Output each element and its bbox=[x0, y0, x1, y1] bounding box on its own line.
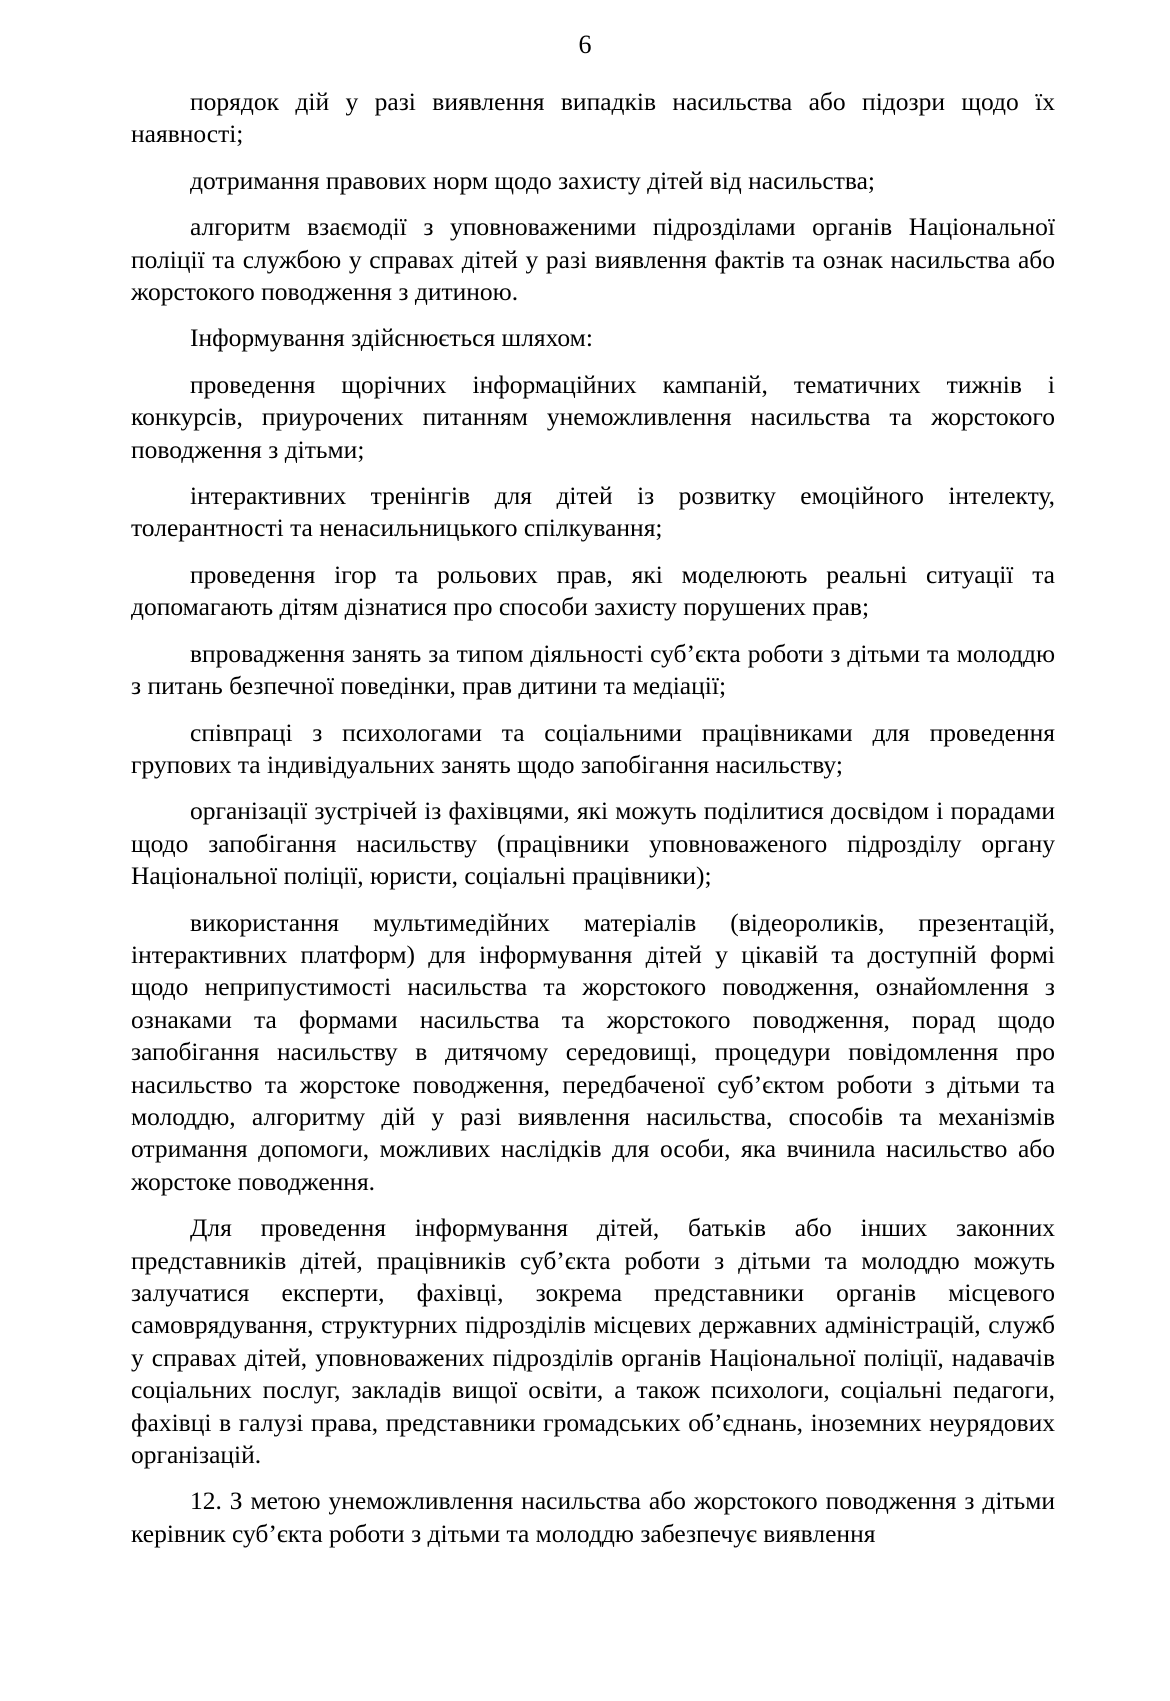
paragraph-trainings: інтерактивних тренінгів для дітей із розвитку емоційного інтелекту, толерантності та ненасильницького спілкування; bbox=[131, 481, 1055, 543]
paragraph-procedure: порядок дій у разі виявлення випадків насильства або підозри щодо їх наявності; bbox=[131, 87, 1055, 149]
document-body bbox=[131, 86, 1055, 1564]
paragraph-classes: впровадження занять за типом діяльності суб’єкта роботи з дітьми та молоддю з питань безпечної поведінки, прав дитини та медіації; bbox=[131, 638, 1055, 701]
paragraph-informing-intro: Інформування здійснюється шляхом: bbox=[190, 323, 593, 353]
paragraph-involved-experts: Для проведення інформування дітей, батьків або інших законних представників дітей, працівників суб’єкта роботи з дітьми та молоддю можуть залучатися експерти, фахівці, зокрема представники органів місцевого самоврядування, структурних підрозділів місцевих державних адміністрацій, служб у справах дітей, уповноважених підрозділів органів Національної поліції, надавачів соціальних послуг, закладів вищої освіти, а також психологи, соціальні педагоги, фахівці в галузі права, представники громадських об’єднань, іноземних неурядових організацій. bbox=[131, 1213, 1055, 1470]
paragraph-clause-12: 12. З метою унеможливлення насильства або жорстокого поводження з дітьми керівник суб’єкта роботи з дітьми та молоддю забезпечує виявлення bbox=[131, 1486, 1055, 1548]
page-number: 6 bbox=[578, 30, 592, 59]
paragraph-campaigns: проведення щорічних інформаційних кампаній, тематичних тижнів і конкурсів, приурочених питанням унеможливлення насильства та жорстокого поводження з дітьми; bbox=[131, 369, 1055, 464]
paragraph-legal-norms: дотримання правових норм щодо захисту дітей від насильства; bbox=[190, 165, 875, 195]
paragraph-interaction-algorithm: алгоритм взаємодії з уповноваженими підрозділами органів Національної поліції та службою у справах дітей у разі виявлення фактів та ознак насильства або жорстокого поводження з дитиною. bbox=[131, 212, 1055, 307]
paragraph-role-games: проведення ігор та рольових прав, які моделюють реальні ситуації та допомагають дітям дізнатися про способи захисту порушених прав; bbox=[131, 559, 1055, 622]
paragraph-expert-meetings: організації зустрічей із фахівцями, які можуть поділитися досвідом і порадами щодо запобігання насильству (працівники уповноваженого підрозділу органу Національної поліції, юристи, соціальні працівники); bbox=[131, 796, 1055, 891]
paragraph-psychologists: співпраці з психологами та соціальними працівниками для проведення групових та індивідуальних занять щодо запобігання насильству; bbox=[131, 717, 1055, 779]
paragraph-multimedia: використання мультимедійних матеріалів (відеороликів, презентацій, інтерактивних платформ) для інформування дітей у цікавій та доступній формі щодо неприпустимості насильства та жорстокого поводження, ознайомлення з ознаками та формами насильства та жорстокого поводження, порад щодо запобігання насильству в дитячому середовищі, процедури повідомлення про насильство та жорстоке поводження, передбаченої суб’єктом роботи з дітьми та молоддю, алгоритму дій у разі виявлення насильства, способів та механізмів отримання допомоги, можливих наслідків для особи, яка вчинила насильство або жорстоке поводження. bbox=[131, 907, 1055, 1196]
